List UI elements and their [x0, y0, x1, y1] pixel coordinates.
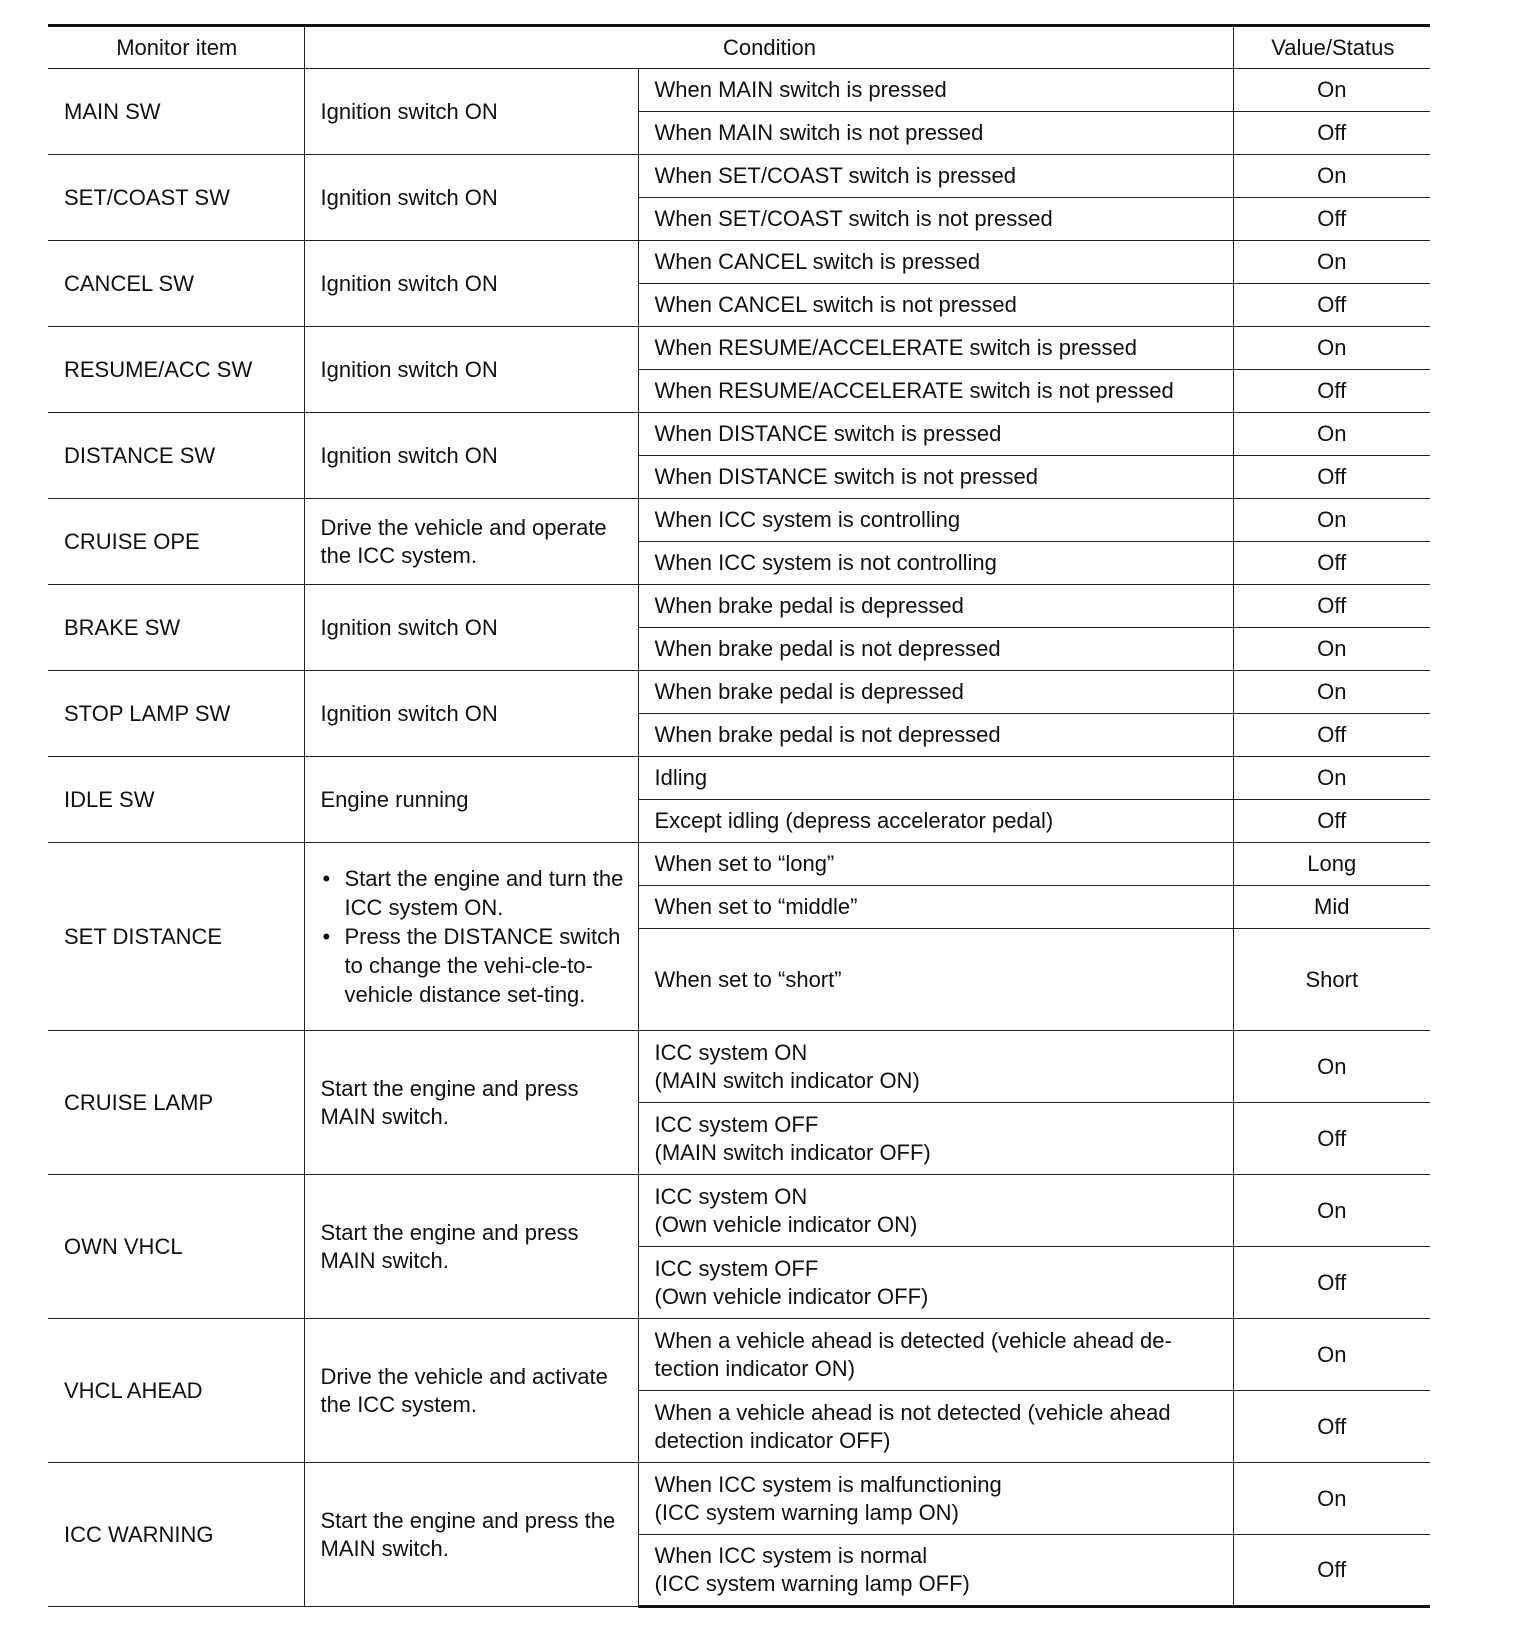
condition-bullet-text: Start the engine and turn the ICC system ON.	[344, 866, 624, 920]
condition-detail-cell: When set to “middle”	[638, 886, 1233, 929]
condition-detail-cell: When a vehicle ahead is detected (vehicle ahead de-tection indicator ON)	[638, 1319, 1233, 1391]
condition-detail-cell: Idling	[638, 757, 1233, 800]
bullet-icon: •	[322, 924, 331, 949]
condition-detail-cell: When CANCEL switch is not pressed	[638, 284, 1233, 327]
monitor-item-cell: DISTANCE SW	[48, 413, 304, 499]
condition-detail-cell: When DISTANCE switch is pressed	[638, 413, 1233, 456]
condition-cell: Drive the vehicle and activate the ICC system.	[304, 1319, 638, 1463]
value-status-cell: On	[1233, 69, 1430, 112]
monitor-item-cell: VHCL AHEAD	[48, 1319, 304, 1463]
condition-detail-cell: ICC system OFF (MAIN switch indicator OFF)	[638, 1103, 1233, 1175]
header-condition: Condition	[304, 26, 1233, 69]
condition-detail-cell: When ICC system is normal (ICC system warning lamp OFF)	[638, 1535, 1233, 1607]
value-status-cell: Off	[1233, 714, 1430, 757]
table-header	[48, 26, 1430, 69]
value-status-cell: Off	[1233, 542, 1430, 585]
table-row	[48, 1175, 1430, 1247]
table-row	[48, 1319, 1430, 1391]
condition-detail-cell: When brake pedal is not depressed	[638, 714, 1233, 757]
condition-cell: Ignition switch ON	[304, 155, 638, 241]
value-status-cell: Off	[1233, 112, 1430, 155]
value-status-cell: Off	[1233, 1103, 1430, 1175]
monitor-item-cell: CANCEL SW	[48, 241, 304, 327]
value-status-cell: On	[1233, 413, 1430, 456]
table-row	[48, 671, 1430, 714]
value-status-cell: On	[1233, 1319, 1430, 1391]
condition-detail-cell: When set to “long”	[638, 843, 1233, 886]
condition-detail-cell: When ICC system is not controlling	[638, 542, 1233, 585]
value-status-cell: On	[1233, 757, 1430, 800]
condition-detail-cell: ICC system ON (MAIN switch indicator ON)	[638, 1031, 1233, 1103]
table-row	[48, 327, 1430, 370]
monitor-item-cell: BRAKE SW	[48, 585, 304, 671]
condition-detail-cell: When CANCEL switch is pressed	[638, 241, 1233, 284]
header-row	[48, 26, 1430, 69]
table-row	[48, 69, 1430, 112]
condition-detail-cell: When ICC system is malfunctioning (ICC system warning lamp ON)	[638, 1463, 1233, 1535]
condition-cell: Ignition switch ON	[304, 671, 638, 757]
monitor-item-cell: IDLE SW	[48, 757, 304, 843]
bullet-icon: •	[322, 866, 331, 891]
table-row	[48, 499, 1430, 542]
value-status-cell: Off	[1233, 1391, 1430, 1463]
condition-cell: Ignition switch ON	[304, 413, 638, 499]
condition-detail-cell: When brake pedal is not depressed	[638, 628, 1233, 671]
condition-detail-cell: When SET/COAST switch is not pressed	[638, 198, 1233, 241]
table-body	[48, 69, 1430, 1607]
condition-cell: Ignition switch ON	[304, 327, 638, 413]
condition-detail-cell: When MAIN switch is not pressed	[638, 112, 1233, 155]
monitor-item-cell: SET DISTANCE	[48, 843, 304, 1031]
condition-detail-cell: When a vehicle ahead is not detected (vehicle ahead detection indicator OFF)	[638, 1391, 1233, 1463]
table-row	[48, 757, 1430, 800]
condition-detail-cell: ICC system ON (Own vehicle indicator ON)	[638, 1175, 1233, 1247]
table-row	[48, 585, 1430, 628]
value-status-cell: Off	[1233, 800, 1430, 843]
condition-cell: Ignition switch ON	[304, 69, 638, 155]
header-value-status: Value/Status	[1233, 26, 1430, 69]
condition-detail-cell: Except idling (depress accelerator pedal)	[638, 800, 1233, 843]
condition-cell: Ignition switch ON	[304, 241, 638, 327]
condition-cell: Start the engine and press MAIN switch.	[304, 1175, 638, 1319]
monitor-item-cell: OWN VHCL	[48, 1175, 304, 1319]
condition-bullet-item	[321, 922, 628, 1009]
condition-detail-cell: When RESUME/ACCELERATE switch is not pressed	[638, 370, 1233, 413]
monitor-item-cell: STOP LAMP SW	[48, 671, 304, 757]
condition-bullet-text: Press the DISTANCE switch to change the vehi-cle-to-vehicle distance set-ting.	[344, 924, 621, 1007]
condition-detail-cell: When DISTANCE switch is not pressed	[638, 456, 1233, 499]
monitor-item-cell: CRUISE OPE	[48, 499, 304, 585]
condition-cell: Ignition switch ON	[304, 585, 638, 671]
table-row	[48, 241, 1430, 284]
condition-bullet-item	[321, 864, 628, 922]
condition-detail-cell: When brake pedal is depressed	[638, 671, 1233, 714]
value-status-cell: Off	[1233, 456, 1430, 499]
monitor-item-cell: SET/COAST SW	[48, 155, 304, 241]
table-row	[48, 1031, 1430, 1103]
value-status-cell: On	[1233, 628, 1430, 671]
condition-cell: Start the engine and press MAIN switch.	[304, 1031, 638, 1175]
condition-detail-cell: When ICC system is controlling	[638, 499, 1233, 542]
value-status-cell: Off	[1233, 585, 1430, 628]
value-status-cell: On	[1233, 1463, 1430, 1535]
value-status-cell: On	[1233, 327, 1430, 370]
monitor-item-table	[48, 24, 1430, 1608]
value-status-cell: Off	[1233, 1247, 1430, 1319]
value-status-cell: Off	[1233, 198, 1430, 241]
value-status-cell: On	[1233, 1175, 1430, 1247]
condition-detail-cell: ICC system OFF (Own vehicle indicator OFF)	[638, 1247, 1233, 1319]
table-row	[48, 155, 1430, 198]
condition-cell: Start the engine and press the MAIN switch.	[304, 1463, 638, 1607]
condition-detail-cell: When set to “short”	[638, 929, 1233, 1031]
condition-detail-cell: When MAIN switch is pressed	[638, 69, 1233, 112]
value-status-cell: Off	[1233, 284, 1430, 327]
monitor-item-cell: CRUISE LAMP	[48, 1031, 304, 1175]
condition-detail-cell: When RESUME/ACCELERATE switch is pressed	[638, 327, 1233, 370]
condition-detail-cell: When SET/COAST switch is pressed	[638, 155, 1233, 198]
value-status-cell: On	[1233, 155, 1430, 198]
condition-cell	[304, 843, 638, 1031]
value-status-cell: On	[1233, 241, 1430, 284]
value-status-cell: On	[1233, 671, 1430, 714]
value-status-cell: On	[1233, 499, 1430, 542]
table-row	[48, 413, 1430, 456]
table-row	[48, 1463, 1430, 1535]
value-status-cell: Off	[1233, 370, 1430, 413]
condition-bullet-list	[321, 864, 628, 1009]
value-status-cell: On	[1233, 1031, 1430, 1103]
monitor-item-cell: MAIN SW	[48, 69, 304, 155]
monitor-item-cell: RESUME/ACC SW	[48, 327, 304, 413]
table-row	[48, 843, 1430, 886]
monitor-item-cell: ICC WARNING	[48, 1463, 304, 1607]
condition-cell: Engine running	[304, 757, 638, 843]
condition-cell: Drive the vehicle and operate the ICC system.	[304, 499, 638, 585]
header-monitor-item: Monitor item	[48, 26, 304, 69]
value-status-cell: Off	[1233, 1535, 1430, 1607]
value-status-cell: Short	[1233, 929, 1430, 1031]
value-status-cell: Mid	[1233, 886, 1430, 929]
value-status-cell: Long	[1233, 843, 1430, 886]
condition-detail-cell: When brake pedal is depressed	[638, 585, 1233, 628]
